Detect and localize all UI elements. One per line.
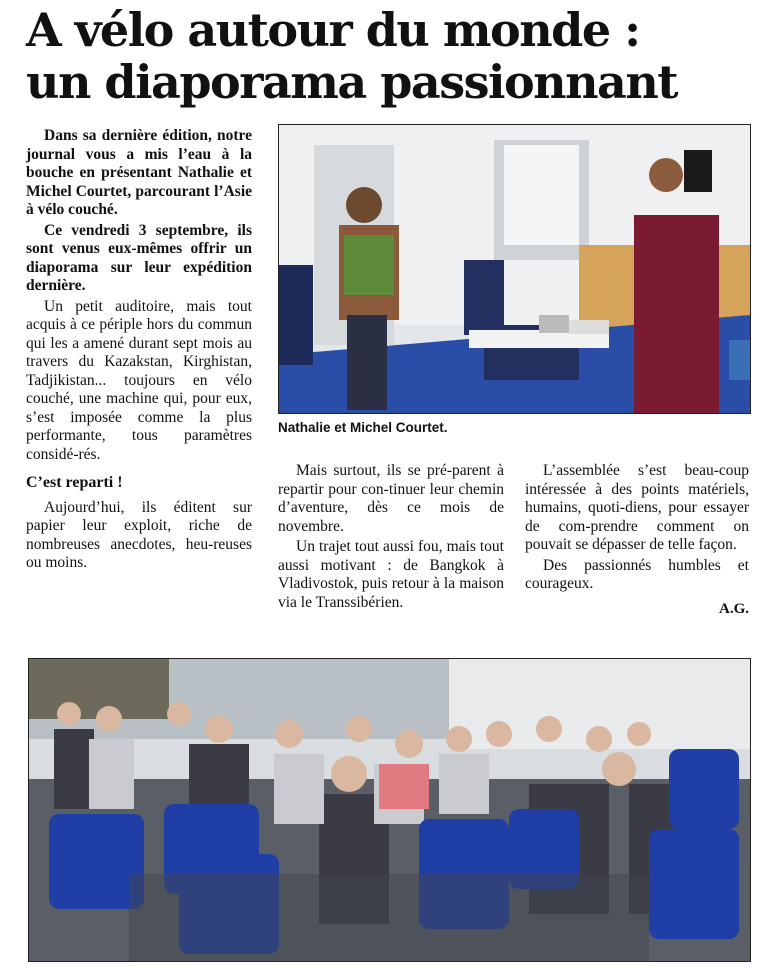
signature: A.G. — [719, 600, 749, 617]
paragraph: Ce vendredi 3 septembre, ils sont venus eux-mêmes offrir un diaporama sur leur expédition dernière. — [26, 221, 252, 294]
paragraph: Un petit auditoire, mais tout acquis à ce périple hors du commun qui les a amené durant sept mois au travers du Kazakstan, Kirghistan, Tadjikistan... toujours en vélo couché, une machine qui, pour eux, s’est imposée comme la plus performante, tous paramètres considé-rés. — [26, 297, 252, 463]
lead-paragraph: Dans sa dernière édition, notre journal vous a mis l’eau à la bouche en présentant Nathalie et Michel Courtet, parcourant l’Asie à vélo couché. — [26, 127, 252, 218]
photo-audience — [28, 658, 751, 962]
column-1 — [26, 127, 252, 575]
headline-line-2: un diaporama passionnant — [26, 55, 678, 109]
column-3 — [525, 462, 749, 618]
subheading: C’est reparti ! — [26, 474, 123, 491]
photo-presenters — [278, 124, 751, 414]
headline — [26, 4, 756, 108]
paragraph: Aujourd’hui, ils éditent sur papier leur exploit, riche de nombreuses anecdotes, heu-reuses ou moins. — [26, 498, 252, 571]
photo-caption: Nathalie et Michel Courtet. — [278, 420, 448, 435]
audience-image — [29, 659, 750, 961]
paragraph: L’assemblée s’est beau-coup intéressée à des points matériels, humains, quoti-diens, pour essayer de com-prendre comment on pouvait se dépasser de telle façon. — [525, 462, 749, 553]
paragraph: Des passionnés humbles et courageux. — [525, 556, 749, 592]
paragraph: Un trajet tout aussi fou, mais tout aussi motivant : de Bangkok à Vladivostok, puis retour à la maison via le Transsibérien. — [278, 538, 504, 611]
column-2 — [278, 462, 504, 614]
presenters-image — [279, 125, 750, 413]
headline-line-1: A vélo autour du monde : — [26, 3, 640, 57]
paragraph: Mais surtout, ils se pré-parent à repartir pour con-tinuer leur chemin d’aventure, dès ce mois de novembre. — [278, 462, 504, 535]
